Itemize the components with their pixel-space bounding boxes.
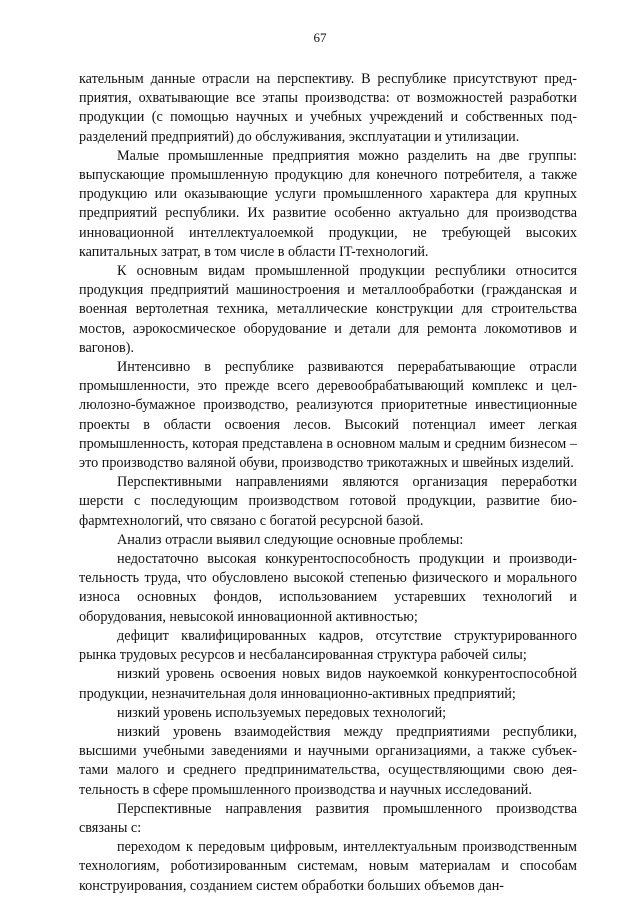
- paragraph-2: Малые промышленные предприятия можно разделить на две группы: выпускающие промышленную продукцию для конечного потребителя, а также продукцию или оказывающие услуги промышленного характера для крупных предприятий республики. Их развитие особенно актуально для производства инновационной интеллектуалоемкой продукции, не требующей высоких капитальных затрат, в том числе в области IT-технологий.: [79, 147, 577, 260]
- paragraph-5: Перспективными направлениями являются организация переработки шерсти с последующим производством готовой продукции, развитие биофармтехнологий, что связано с богатой ресурсной базой.: [79, 474, 577, 529]
- page-number: 67: [313, 30, 327, 45]
- list-item-problem-5: низкий уровень взаимодействия между предприятиями республики, высшими учебными заведениями и научными организациями, а также субъектами малого и среднего предпринимательства, осуществляющими свою деятельность в сфере промышленного производства и научных исследований.: [79, 723, 577, 798]
- list-item-problem-2: дефицит квалифицированных кадров, отсутствие структурированного рынка трудовых ресурсов и несбалансированная структура рабочей силы;: [79, 627, 577, 664]
- list-item-direction-1: переходом к передовым цифровым, интеллектуальным производственным технологиям, роботизированным системам, новым материалам и способам конструирования, созданием систем обработки больших объемов дан-: [79, 839, 577, 894]
- paragraph-4: Интенсивно в республике развиваются перерабатывающие отрасли промышленности, это прежде всего деревообрабатывающий комплекс и целлюлозно-бумажное производство, реализуются приоритетные инвестиционные проекты в области освоения лесов. Высокий потенциал имеет легкая промышленность, которая представлена в основном малым и средним бизнесом – это производство валяной обуви, производство трикотажных и швейных изделий.: [79, 359, 577, 472]
- list-item-problem-3: низкий уровень освоения новых видов наукоемкой конкурентоспособной продукции, незначительная доля инновационно-активных предприятий;: [79, 666, 577, 702]
- paragraph-3: К основным видам промышленной продукции республики относится продукция предприятий машиностроения и металлообработки (гражданская и военная вертолетная техника, металлические конструкции для строительства мостов, аэрокосмическое оборудование и детали для ремонта локомотивов и вагонов).: [79, 263, 577, 356]
- list-item-problem-4: низкий уровень используемых передовых технологий;: [117, 704, 447, 721]
- paragraph-6: Анализ отрасли выявил следующие основные проблемы:: [117, 531, 464, 548]
- page-body: [79, 70, 577, 896]
- paragraph-directions: Перспективные направления развития промышленного производства связаны с:: [79, 800, 577, 836]
- list-item-problem-1: недостаточно высокая конкурентоспособность продукции и производительность труда, что обусловлено высокой степенью физического и морального износа основных фондов, использованием устаревших технологий и оборудования, невысокой инновационной активностью;: [79, 551, 577, 625]
- paragraph-1: кательным данные отрасли на перспективу. В республике присутствуют предприятия, охватывающие все этапы производства: от возможностей разработки продукции (с помощью научных и учебных учреждений и собственных подразделений предприятий) до обслуживания, эксплуатации и утилизации.: [79, 71, 577, 145]
